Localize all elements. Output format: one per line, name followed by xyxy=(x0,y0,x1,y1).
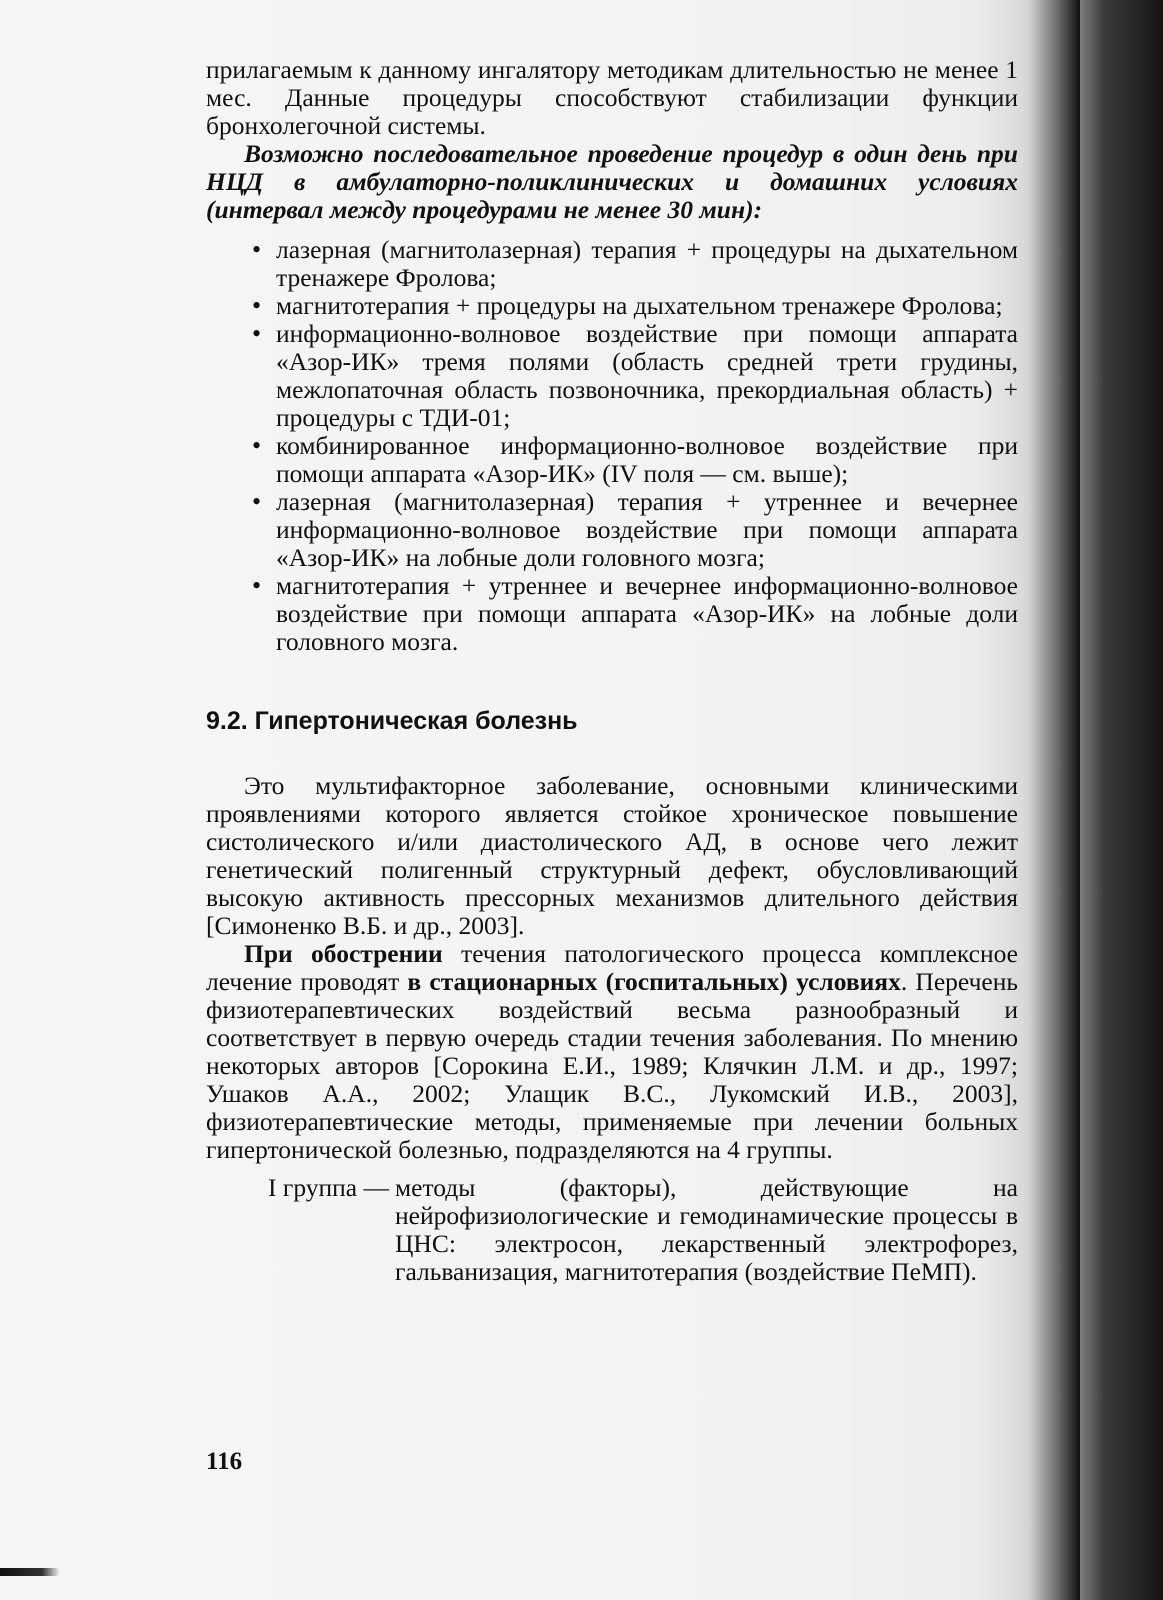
group-text: методы (факторы), действующие на нейрофизиологические и гемодинамические процессы в ЦНС: электросон, лекарственный электрофорез, гальванизация, магнитотерапия (воздействие ПеМП). xyxy=(394,1173,1018,1286)
procedure-list xyxy=(206,236,1018,656)
list-item: • лазерная (магнитолазерная) терапия + утреннее и вечернее информационно-волновое воздействие при помощи аппарата «Азор-ИК» на лобные доли головного мозга; xyxy=(206,488,1018,572)
list-item: • магнитотерапия + процедуры на дыхательном тренажере Фролова; xyxy=(206,292,1018,320)
group-1-entry xyxy=(206,1174,1018,1286)
group-label: I группа — xyxy=(268,1173,389,1202)
bold-phrase: При обострении xyxy=(244,939,443,968)
paragraph-text: . Перечень физиотерапевтических воздействий весьма разнообразный и соответствует в первую очередь стадии течения заболевания. По мнению некоторых авторов [Сорокина Е.И., 1989; Клячкин Л.М. и др., 1997; Ушаков А.А., 2002; Улащик В.С., Лукомский И.В., 2003], физиотерапевтические методы, применяемые при лечении больных гипертонической болезнью, подразделяются на 4 группы. xyxy=(206,967,1018,1164)
list-item: • комбинированное информационно-волновое воздействие при помощи аппарата «Азор-ИК» (IV поля — см. выше); xyxy=(206,432,1018,488)
paragraph-text: течения патологического процесса комплексное лечение проводят xyxy=(206,939,1018,996)
scan-edge-mark xyxy=(0,1568,60,1576)
book-binding-shadow xyxy=(1030,0,1080,1600)
page-content xyxy=(206,56,1018,1286)
paragraph-exacerbation xyxy=(206,940,1018,1164)
list-item: • магнитотерапия + утреннее и вечернее информационно-волновое воздействие при помощи аппарата «Азор-ИК» на лобные доли головного мозга. xyxy=(206,572,1018,656)
page-number: 116 xyxy=(206,1448,243,1475)
list-item: • лазерная (магнитолазерная) терапия + процедуры на дыхательном тренажере Фролова; xyxy=(206,236,1018,292)
paragraph-top: прилагаемым к данному ингалятору методикам длительностью не менее 1 мес. Данные процедуры способствуют стабилизации функции бронхолегочной системы. xyxy=(206,55,1018,140)
paragraph-definition: Это мультифакторное заболевание, основными клиническими проявлениями которого является стойкое хроническое повышение систолического и/или диастолического АД, в основе чего лежит генетический полигенный структурный дефект, обусловливающий высокую активность прессорных механизмов длительного действия [Симоненко В.Б. и др., 2003]. xyxy=(206,771,1018,940)
section-title: 9.2. Гипертоническая болезнь xyxy=(206,707,578,735)
intro-italic: Возможно последовательное проведение процедур в один день при НЦД в амбулаторно-поликлинических и домашних условиях (интервал между процедурами не менее 30 мин): xyxy=(206,139,1018,224)
list-item: • информационно-волновое воздействие при помощи аппарата «Азор-ИК» тремя полями (область средней трети грудины, межлопаточная область позвоночника, прекордиальная область) + процедуры с ТДИ-01; xyxy=(206,320,1018,432)
bold-phrase: в стационарных (госпитальных) условиях xyxy=(407,967,901,996)
